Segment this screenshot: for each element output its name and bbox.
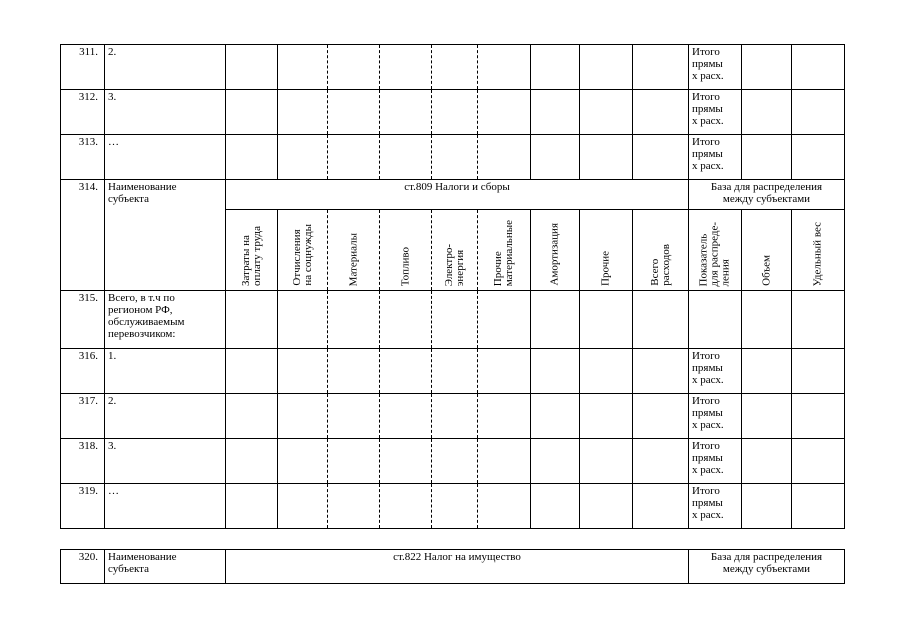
value-cell <box>633 439 689 484</box>
row-label: 3. <box>105 439 226 484</box>
value-cell <box>328 135 380 180</box>
value-cell <box>742 394 792 439</box>
value-cell <box>792 135 845 180</box>
value-cell <box>792 439 845 484</box>
value-cell <box>328 291 380 349</box>
column-header <box>380 210 432 291</box>
row-number: 319. <box>61 484 105 529</box>
value-cell <box>278 135 328 180</box>
row-number: 316. <box>61 349 105 394</box>
table-row <box>61 394 845 439</box>
column-header <box>792 210 845 291</box>
value-cell <box>226 394 278 439</box>
direct-costs-total: Итого прямы х расх. <box>689 135 742 180</box>
value-cell <box>531 90 580 135</box>
value-cell <box>792 291 845 349</box>
distribution-base-header: База для распределения между субъектами <box>689 180 845 210</box>
value-cell <box>380 484 432 529</box>
value-cell <box>478 90 531 135</box>
value-cell <box>278 90 328 135</box>
row-label: 1. <box>105 349 226 394</box>
column-header-label: Материалы <box>347 232 359 286</box>
group-header-taxes: ст.809 Налоги и сборы <box>226 180 689 210</box>
value-cell <box>328 394 380 439</box>
value-cell <box>742 45 792 90</box>
value-cell <box>633 90 689 135</box>
value-cell <box>792 484 845 529</box>
value-cell <box>580 439 633 484</box>
value-cell <box>531 135 580 180</box>
value-cell <box>380 291 432 349</box>
column-header <box>432 210 478 291</box>
value-cell <box>226 45 278 90</box>
value-cell <box>226 349 278 394</box>
column-header <box>633 210 689 291</box>
value-cell <box>380 394 432 439</box>
value-cell <box>432 135 478 180</box>
value-cell <box>226 135 278 180</box>
column-header-label: Удельный вес <box>811 221 824 286</box>
value-cell <box>432 394 478 439</box>
value-cell <box>328 484 380 529</box>
direct-costs-total: Итого прямы х расх. <box>689 394 742 439</box>
column-header-label: Прочие <box>599 251 612 286</box>
value-cell <box>328 90 380 135</box>
value-cell <box>226 484 278 529</box>
value-cell <box>531 349 580 394</box>
value-cell <box>478 291 531 349</box>
value-cell <box>580 394 633 439</box>
column-header-label: Отчисления на соцнужды <box>290 224 314 286</box>
column-header <box>580 210 633 291</box>
value-cell <box>328 439 380 484</box>
value-cell <box>478 349 531 394</box>
value-cell <box>742 484 792 529</box>
tax-distribution-table <box>60 44 845 529</box>
table-header-row <box>61 180 845 210</box>
value-cell <box>478 45 531 90</box>
value-cell <box>742 349 792 394</box>
value-cell <box>226 90 278 135</box>
value-cell <box>278 394 328 439</box>
value-cell <box>633 394 689 439</box>
column-header <box>689 210 742 291</box>
table-row <box>61 349 845 394</box>
row-number: 313. <box>61 135 105 180</box>
value-cell <box>432 291 478 349</box>
direct-costs-total: Итого прямы х расх. <box>689 349 742 394</box>
value-cell <box>531 439 580 484</box>
column-header <box>328 210 380 291</box>
row-number: 318. <box>61 439 105 484</box>
value-cell <box>531 394 580 439</box>
row-label: … <box>105 484 226 529</box>
row-label: Всего, в т.ч по регионом РФ, обслуживаемым перевозчиком: <box>105 291 226 349</box>
direct-costs-total: Итого прямы х расх. <box>689 484 742 529</box>
property-tax-header-table <box>60 549 845 584</box>
column-header <box>478 210 531 291</box>
table-row <box>61 550 845 584</box>
value-cell <box>580 45 633 90</box>
table-row <box>61 135 845 180</box>
column-header-label: Топливо <box>399 246 411 286</box>
row-number: 317. <box>61 394 105 439</box>
column-header <box>531 210 580 291</box>
column-header-label: Затраты на оплату труда <box>239 226 263 286</box>
direct-costs-total: Итого прямы х расх. <box>689 439 742 484</box>
value-cell <box>792 394 845 439</box>
row-number: 311. <box>61 45 105 90</box>
value-cell <box>742 439 792 484</box>
value-cell <box>742 135 792 180</box>
value-cell <box>689 291 742 349</box>
value-cell <box>432 439 478 484</box>
value-cell <box>380 349 432 394</box>
value-cell <box>633 135 689 180</box>
column-header-label: Прочие материальные <box>492 219 515 286</box>
distribution-base-header: База для распределения между субъектами <box>689 550 845 584</box>
subject-name-header: Наименование субъекта <box>105 550 226 584</box>
value-cell <box>531 45 580 90</box>
value-cell <box>633 484 689 529</box>
value-cell <box>328 45 380 90</box>
column-header-label: Всего расходов <box>648 244 672 286</box>
value-cell <box>226 291 278 349</box>
value-cell <box>580 90 633 135</box>
row-number: 320. <box>61 550 105 584</box>
row-number: 315. <box>61 291 105 349</box>
table-row <box>61 439 845 484</box>
value-cell <box>328 349 380 394</box>
value-cell <box>380 135 432 180</box>
value-cell <box>580 135 633 180</box>
value-cell <box>278 45 328 90</box>
row-number: 312. <box>61 90 105 135</box>
value-cell <box>478 135 531 180</box>
value-cell <box>432 484 478 529</box>
row-label: 3. <box>105 90 226 135</box>
table-row-total <box>61 291 845 349</box>
column-header <box>278 210 328 291</box>
value-cell <box>633 45 689 90</box>
row-label: 2. <box>105 45 226 90</box>
value-cell <box>742 291 792 349</box>
value-cell <box>531 291 580 349</box>
row-number: 314. <box>61 180 105 291</box>
value-cell <box>792 349 845 394</box>
value-cell <box>792 90 845 135</box>
value-cell <box>531 484 580 529</box>
row-label: 2. <box>105 394 226 439</box>
value-cell <box>226 439 278 484</box>
direct-costs-total: Итого прямы х расх. <box>689 45 742 90</box>
value-cell <box>478 484 531 529</box>
row-label: … <box>105 135 226 180</box>
value-cell <box>432 45 478 90</box>
value-cell <box>380 439 432 484</box>
value-cell <box>633 349 689 394</box>
group-header-property-tax: ст.822 Налог на имущество <box>226 550 689 584</box>
value-cell <box>580 349 633 394</box>
column-header-label: Объем <box>760 255 772 286</box>
direct-costs-total: Итого прямы х расх. <box>689 90 742 135</box>
value-cell <box>380 90 432 135</box>
value-cell <box>478 439 531 484</box>
subject-name-header: Наименование субъекта <box>105 180 226 291</box>
column-header-label: Амортизация <box>548 223 561 286</box>
value-cell <box>278 291 328 349</box>
value-cell <box>580 484 633 529</box>
column-header <box>226 210 278 291</box>
value-cell <box>380 45 432 90</box>
value-cell <box>278 439 328 484</box>
value-cell <box>633 291 689 349</box>
value-cell <box>792 45 845 90</box>
column-header-label: Электро- энергия <box>442 243 466 286</box>
table-row <box>61 90 845 135</box>
value-cell <box>432 349 478 394</box>
value-cell <box>278 484 328 529</box>
value-cell <box>432 90 478 135</box>
value-cell <box>278 349 328 394</box>
value-cell <box>478 394 531 439</box>
column-header-label: Показатель для распреде- ления <box>697 221 732 286</box>
value-cell <box>742 90 792 135</box>
column-header <box>742 210 792 291</box>
value-cell <box>580 291 633 349</box>
table-row <box>61 45 845 90</box>
table-row <box>61 484 845 529</box>
